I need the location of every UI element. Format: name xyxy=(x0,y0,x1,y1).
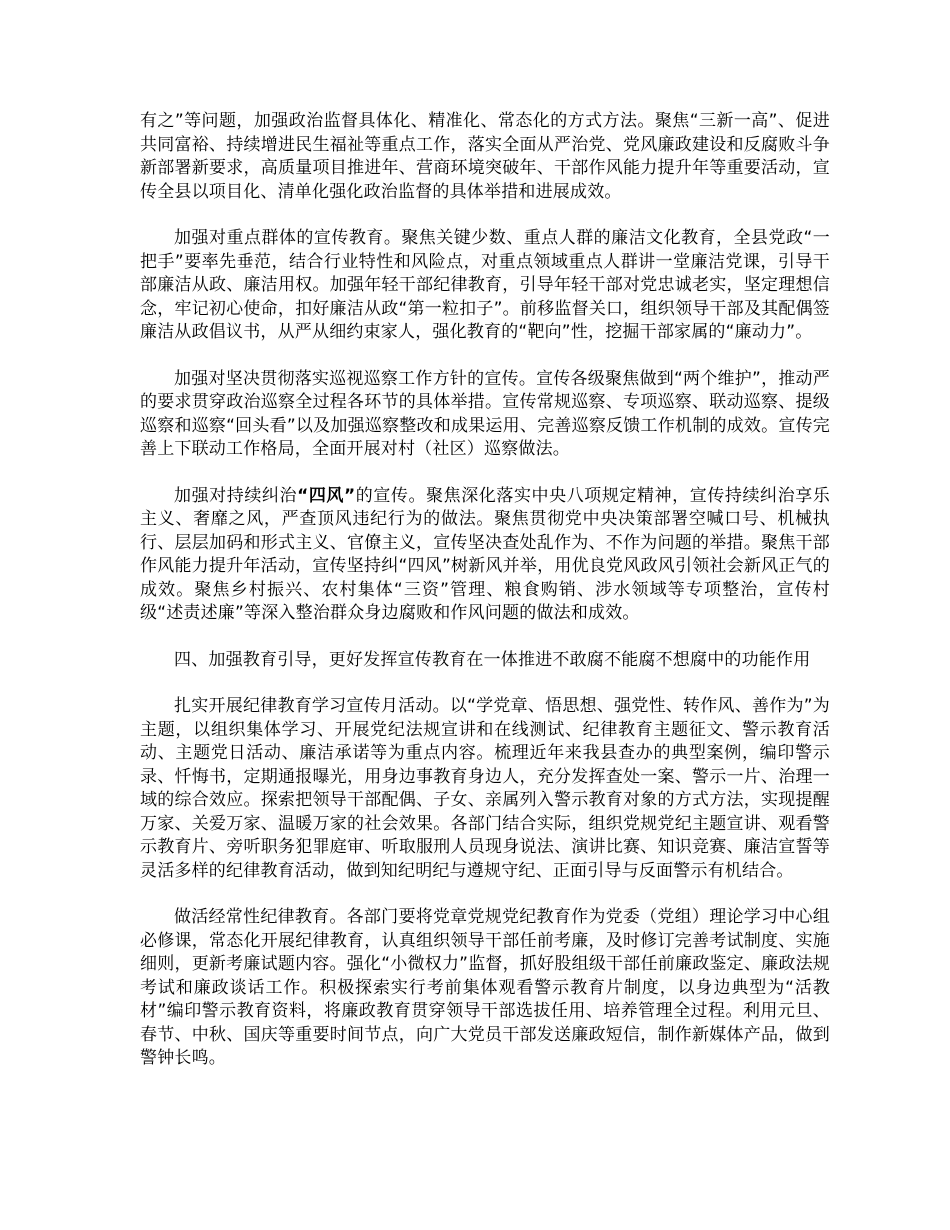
section-heading-4: 四、加强教育引导，更好发挥宣传教育在一体推进不敢腐不能腐不想腐中的功能作用 xyxy=(174,649,811,670)
paragraph-2: 加强对重点群体的宣传教育。聚焦关键少数、重点人群的廉洁文化教育，全县党政“一把手”要率先垂范，结合行业特性和风险点，对重点领域重点人群讲一堂廉洁党课，引导干部廉洁从政、廉洁用权。加强年轻干部纪律教育，引导年轻干部对党忠诚老实，坚定理想信念，牢记初心使命，扣好廉洁从政“第一粒扣子”。前移监督关口，组织领导干部及其配偶签廉洁从政倡议书，从严从细约束家人，强化教育的“靶向”性，挖掘干部家属的“廉动力”。 xyxy=(140,228,830,342)
paragraph-4-bold: “四风” xyxy=(297,485,356,506)
paragraph-1: 有之”等问题，加强政治监督具体化、精准化、常态化的方式方法。聚焦“三新一高”、促进共同富裕、持续增进民生福祉等重点工作，落实全面从严治党、党风廉政建设和反腐败斗争新部署新要求，高质量项目推进年、营商环境突破年、干部作风能力提升年等重要活动，宣传全县以项目化、清单化强化政治监督的具体举措和进展成效。 xyxy=(140,111,830,202)
paragraph-7: 做活经常性纪律教育。各部门要将党章党规党纪教育作为党委（党组）理论学习中心组必修课，常态化开展纪律教育，认真组织领导干部任前考廉，及时修订完善考试制度、实施细则，更新考廉试题内容。强化“小微权力”监督，抓好股组级干部任前廉政鉴定、廉政法规考试和廉政谈话工作。积极探索实行考前集体观看警示教育片制度，以身边典型为“活教材”编印警示教育资料，将廉政教育贯穿领导干部选拔任用、培养管理全过程。利用元旦、春节、中秋、国庆等重要时间节点，向广大党员干部发送廉政短信，制作新媒体产品，做到警钟长鸣。 xyxy=(140,907,830,1068)
document-page xyxy=(140,110,830,1094)
paragraph-6: 扎实开展纪律教育学习宣传月活动。以“学党章、悟思想、强党性、转作风、善作为”为主题，以组织集体学习、开展党纪法规宣讲和在线测试、纪律教育主题征文、警示教育活动、主题党日活动、廉洁承诺等为重点内容。梳理近年来我县查办的典型案例，编印警示录、忏悔书，定期通报曝光，用身边事教育身边人，充分发挥查处一案、警示一片、治理一域的综合效应。探索把领导干部配偶、子女、亲属列入警示教育对象的方式方法，实现提醒万家、关爱万家、温暖万家的社会效果。各部门结合实际，组织党规党纪主题宣讲、观看警示教育片、旁听职务犯罪庭审、听取服刑人员现身说法、演讲比赛、知识竞赛、廉洁宣誓等灵活多样的纪律教育活动，做到知纪明纪与遵规守纪、正面引导与反面警示有机结合。 xyxy=(140,696,830,881)
paragraph-4-lead: 加强对持续纠治 xyxy=(174,485,298,506)
paragraph-4 xyxy=(140,485,830,626)
paragraph-3: 加强对坚决贯彻落实巡视巡察工作方针的宣传。宣传各级聚焦做到“两个维护”，推动严的要求贯穿政治巡察全过程各环节的具体举措。宣传常规巡察、专项巡察、联动巡察、提级巡察和巡察“回头看”以及加强巡察整改和成果运用、完善巡察反馈工作机制的成效。宣传完善上下联动工作格局，全面开展对村（社区）巡察做法。 xyxy=(140,368,830,459)
paragraph-4-text: 的宣传。聚焦深化落实中央八项规定精神，宣传持续纠治享乐主义、奢靡之风，严查顶风违纪行为的做法。聚焦贯彻党中央决策部署空喊口号、机械执行、层层加码和形式主义、官僚主义，宣传坚决查处乱作为、不作为问题的举措。聚焦干部作风能力提升年活动，宣传坚持纠“四风”树新风并举，用优良党风政风引领社会新风正气的成效。聚焦乡村振兴、农村集体“三资”管理、粮食购销、涉水领域等专项整治，宣传村级“述责述廉”等深入整治群众身边腐败和作风问题的做法和成效。 xyxy=(140,485,830,623)
